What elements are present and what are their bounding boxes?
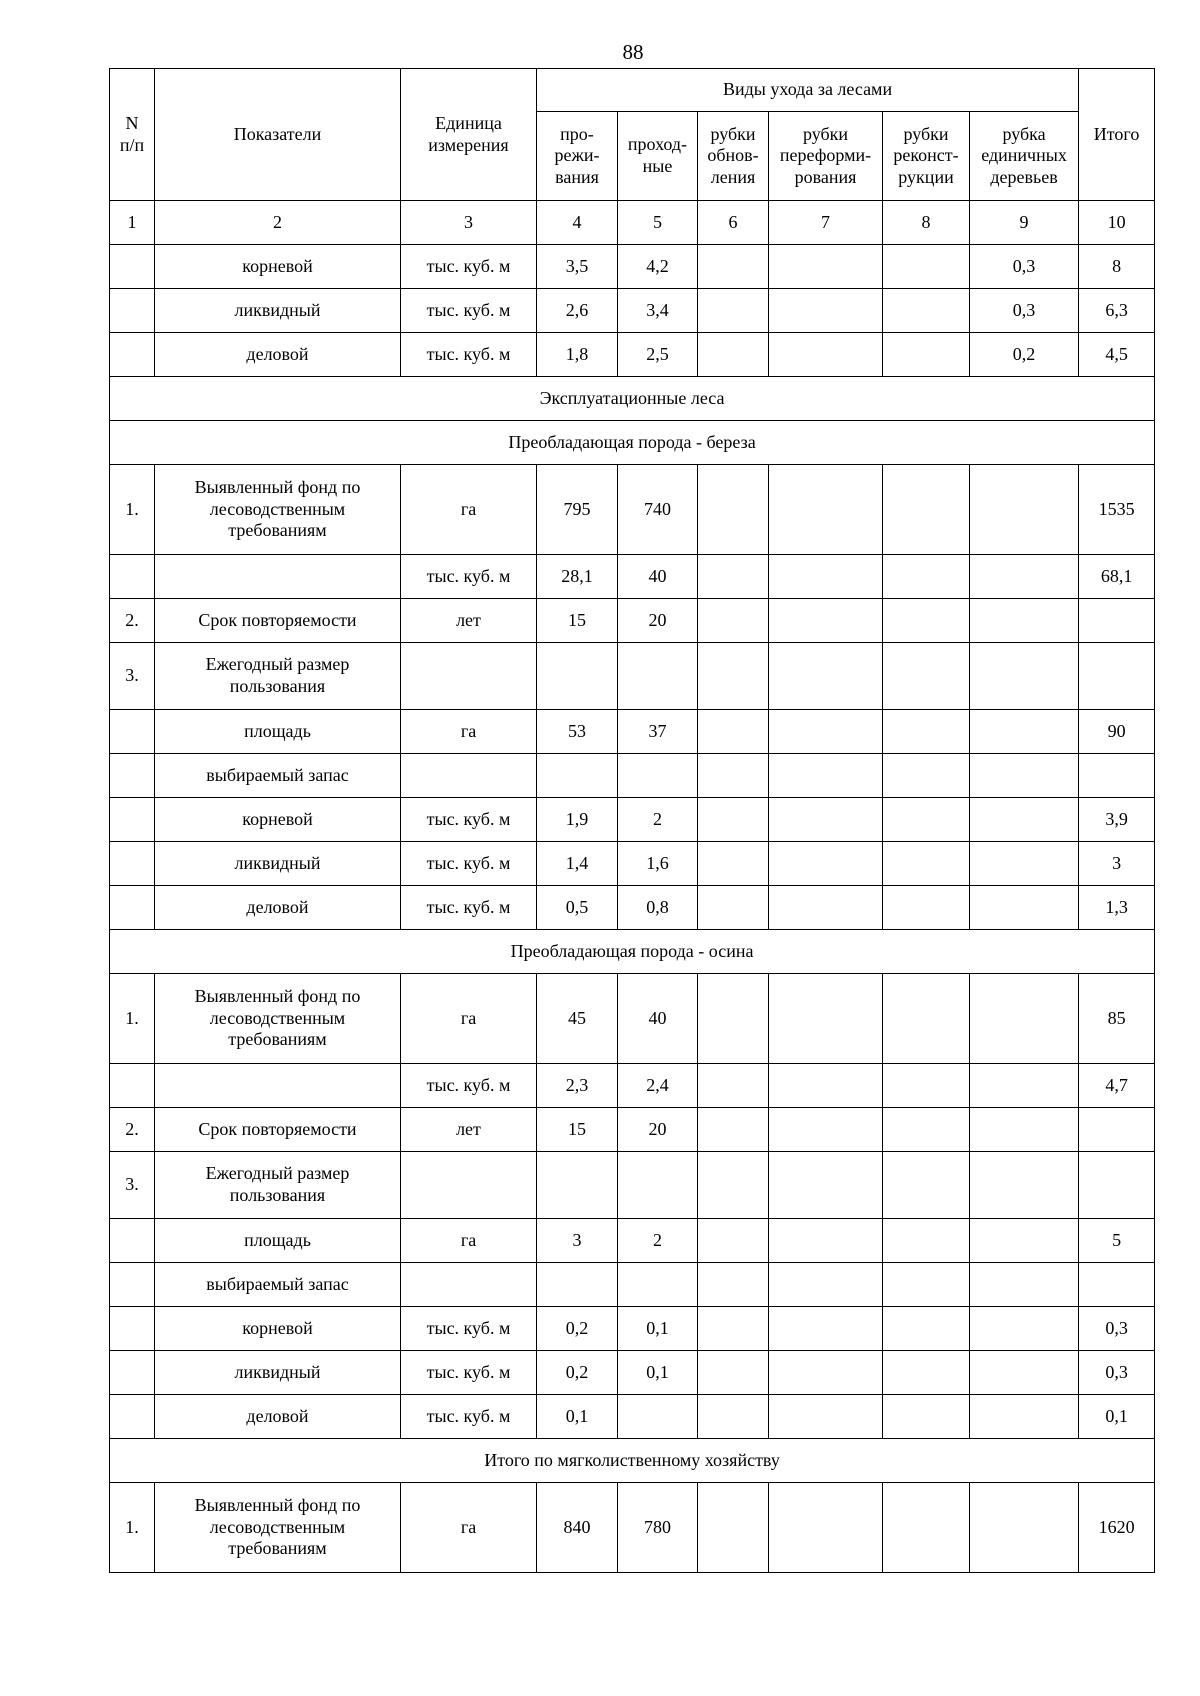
value-cell: [769, 886, 883, 930]
total-cell: [1079, 1152, 1155, 1219]
row-number: 1.: [110, 1483, 155, 1573]
value-cell: [698, 599, 769, 643]
unit-cell: тыс. куб. м: [401, 333, 537, 377]
value-cell: [883, 886, 970, 930]
value-cell: 2,6: [537, 289, 618, 333]
row-number: 3.: [110, 643, 155, 710]
value-cell: 2,5: [618, 333, 698, 377]
header-type-passing: проход- ные: [618, 112, 698, 201]
header-type-renewal: рубки обнов- ления: [698, 112, 769, 201]
value-cell: 37: [618, 710, 698, 754]
value-cell: [769, 599, 883, 643]
row-number: [110, 754, 155, 798]
value-cell: [698, 754, 769, 798]
indicator-name: деловой: [155, 1395, 401, 1439]
value-cell: [769, 974, 883, 1064]
value-cell: [769, 1395, 883, 1439]
table-row: [110, 974, 1155, 1064]
unit-cell: тыс. куб. м: [401, 1307, 537, 1351]
section-title: Итого по мягколиственному хозяйству: [110, 1439, 1155, 1483]
value-cell: [883, 1219, 970, 1263]
section-row: [110, 1439, 1155, 1483]
value-cell: [698, 643, 769, 710]
value-cell: [883, 974, 970, 1064]
header-type-thinning: про- режи- вания: [537, 112, 618, 201]
header-total: Итого: [1079, 69, 1155, 201]
column-number: 7: [769, 201, 883, 245]
value-cell: 3,4: [618, 289, 698, 333]
indicator-name: выбираемый запас: [155, 1263, 401, 1307]
value-cell: [883, 1307, 970, 1351]
value-cell: 0,2: [970, 333, 1079, 377]
value-cell: [769, 333, 883, 377]
total-cell: [1079, 1108, 1155, 1152]
header-type-reformation: рубки переформи- рования: [769, 112, 883, 201]
forest-care-table: [109, 68, 1155, 1573]
indicator-name: Выявленный фонд по лесоводственным требованиям: [155, 465, 401, 555]
value-cell: [883, 754, 970, 798]
unit-cell: тыс. куб. м: [401, 886, 537, 930]
total-cell: 1620: [1079, 1483, 1155, 1573]
value-cell: [970, 643, 1079, 710]
indicator-name: ликвидный: [155, 1351, 401, 1395]
unit-cell: га: [401, 465, 537, 555]
value-cell: [698, 1351, 769, 1395]
indicator-name: ликвидный: [155, 289, 401, 333]
row-number: 2.: [110, 599, 155, 643]
table-row: [110, 1219, 1155, 1263]
header-row-1: [110, 69, 1155, 112]
value-cell: [883, 1064, 970, 1108]
value-cell: 2: [618, 1219, 698, 1263]
table-row: [110, 1483, 1155, 1573]
value-cell: [618, 1395, 698, 1439]
value-cell: 780: [618, 1483, 698, 1573]
value-cell: [537, 1152, 618, 1219]
total-cell: 5: [1079, 1219, 1155, 1263]
value-cell: [970, 1263, 1079, 1307]
value-cell: [883, 1152, 970, 1219]
section-row: [110, 377, 1155, 421]
value-cell: [970, 1307, 1079, 1351]
value-cell: 3,5: [537, 245, 618, 289]
header-care-types: Виды ухода за лесами: [537, 69, 1079, 112]
header-unit: Единица измерения: [401, 69, 537, 201]
value-cell: [698, 289, 769, 333]
indicator-name: выбираемый запас: [155, 754, 401, 798]
value-cell: [970, 1152, 1079, 1219]
total-cell: 90: [1079, 710, 1155, 754]
value-cell: 40: [618, 974, 698, 1064]
column-number: 10: [1079, 201, 1155, 245]
unit-cell: [401, 643, 537, 710]
value-cell: [970, 754, 1079, 798]
total-cell: 6,3: [1079, 289, 1155, 333]
total-cell: [1079, 599, 1155, 643]
total-cell: [1079, 1263, 1155, 1307]
row-number: 2.: [110, 1108, 155, 1152]
row-number: [110, 1219, 155, 1263]
row-number: 3.: [110, 1152, 155, 1219]
value-cell: [883, 1351, 970, 1395]
unit-cell: тыс. куб. м: [401, 289, 537, 333]
section-title: Эксплуатационные леса: [110, 377, 1155, 421]
value-cell: [769, 1263, 883, 1307]
column-number: 3: [401, 201, 537, 245]
value-cell: 20: [618, 1108, 698, 1152]
value-cell: 2,3: [537, 1064, 618, 1108]
total-cell: 3: [1079, 842, 1155, 886]
unit-cell: тыс. куб. м: [401, 555, 537, 599]
value-cell: 1,9: [537, 798, 618, 842]
indicator-name: Срок повторяемости: [155, 599, 401, 643]
column-number: 4: [537, 201, 618, 245]
total-cell: 0,3: [1079, 1351, 1155, 1395]
value-cell: 0,5: [537, 886, 618, 930]
value-cell: 0,2: [537, 1307, 618, 1351]
table-row: [110, 599, 1155, 643]
value-cell: [883, 1395, 970, 1439]
total-cell: 3,9: [1079, 798, 1155, 842]
value-cell: 40: [618, 555, 698, 599]
value-cell: [698, 1108, 769, 1152]
column-number: 6: [698, 201, 769, 245]
value-cell: [970, 1064, 1079, 1108]
value-cell: [769, 1219, 883, 1263]
indicator-name: Ежегодный размер пользования: [155, 643, 401, 710]
indicator-name: Срок повторяемости: [155, 1108, 401, 1152]
unit-cell: га: [401, 1219, 537, 1263]
total-cell: 4,5: [1079, 333, 1155, 377]
value-cell: [769, 1483, 883, 1573]
value-cell: [618, 643, 698, 710]
unit-cell: тыс. куб. м: [401, 842, 537, 886]
value-cell: [769, 465, 883, 555]
value-cell: [883, 710, 970, 754]
value-cell: [883, 465, 970, 555]
indicator-name: корневой: [155, 245, 401, 289]
value-cell: [537, 643, 618, 710]
section-row: [110, 421, 1155, 465]
row-number: [110, 555, 155, 599]
value-cell: 0,3: [970, 289, 1079, 333]
value-cell: 840: [537, 1483, 618, 1573]
column-number: 2: [155, 201, 401, 245]
value-cell: [883, 555, 970, 599]
value-cell: [883, 798, 970, 842]
value-cell: 15: [537, 1108, 618, 1152]
value-cell: [883, 333, 970, 377]
column-number: 1: [110, 201, 155, 245]
unit-cell: лет: [401, 599, 537, 643]
value-cell: [698, 465, 769, 555]
value-cell: [883, 599, 970, 643]
table-row: [110, 1263, 1155, 1307]
value-cell: 740: [618, 465, 698, 555]
value-cell: [970, 1219, 1079, 1263]
value-cell: 0,1: [618, 1351, 698, 1395]
value-cell: [698, 798, 769, 842]
value-cell: 2: [618, 798, 698, 842]
indicator-name: [155, 555, 401, 599]
total-cell: [1079, 643, 1155, 710]
row-number: [110, 289, 155, 333]
total-cell: 68,1: [1079, 555, 1155, 599]
value-cell: [970, 465, 1079, 555]
value-cell: [698, 1064, 769, 1108]
row-number: [110, 886, 155, 930]
section-title: Преобладающая порода - береза: [110, 421, 1155, 465]
table-row: [110, 333, 1155, 377]
value-cell: [698, 886, 769, 930]
table-row: [110, 465, 1155, 555]
value-cell: 4,2: [618, 245, 698, 289]
value-cell: [698, 974, 769, 1064]
value-cell: [769, 754, 883, 798]
value-cell: 3: [537, 1219, 618, 1263]
row-number: [110, 1395, 155, 1439]
unit-cell: га: [401, 1483, 537, 1573]
table-row: [110, 555, 1155, 599]
total-cell: 0,3: [1079, 1307, 1155, 1351]
value-cell: 795: [537, 465, 618, 555]
page-number: 88: [622, 40, 644, 64]
value-cell: [769, 1064, 883, 1108]
value-cell: [883, 1108, 970, 1152]
table-row: [110, 754, 1155, 798]
value-cell: 28,1: [537, 555, 618, 599]
unit-cell: [401, 1263, 537, 1307]
value-cell: [970, 1108, 1079, 1152]
value-cell: [698, 555, 769, 599]
value-cell: [769, 798, 883, 842]
value-cell: [698, 1483, 769, 1573]
unit-cell: тыс. куб. м: [401, 1351, 537, 1395]
value-cell: [970, 1483, 1079, 1573]
value-cell: [970, 710, 1079, 754]
unit-cell: лет: [401, 1108, 537, 1152]
value-cell: [769, 1152, 883, 1219]
value-cell: [618, 1263, 698, 1307]
table-row: [110, 643, 1155, 710]
row-number: [110, 1064, 155, 1108]
value-cell: [769, 1307, 883, 1351]
column-number: 5: [618, 201, 698, 245]
row-number: [110, 842, 155, 886]
unit-cell: га: [401, 974, 537, 1064]
value-cell: [883, 289, 970, 333]
row-number: [110, 333, 155, 377]
unit-cell: тыс. куб. м: [401, 1395, 537, 1439]
value-cell: 15: [537, 599, 618, 643]
row-number: [110, 798, 155, 842]
total-cell: 1,3: [1079, 886, 1155, 930]
indicator-name: [155, 1064, 401, 1108]
value-cell: [769, 1351, 883, 1395]
value-cell: [883, 643, 970, 710]
value-cell: [769, 245, 883, 289]
row-number: [110, 245, 155, 289]
indicator-name: Ежегодный размер пользования: [155, 1152, 401, 1219]
column-number: 8: [883, 201, 970, 245]
table-row: [110, 1064, 1155, 1108]
value-cell: [698, 1395, 769, 1439]
value-cell: [769, 643, 883, 710]
table-row: [110, 798, 1155, 842]
value-cell: [769, 555, 883, 599]
indicator-name: деловой: [155, 886, 401, 930]
value-cell: 0,8: [618, 886, 698, 930]
table-row: [110, 289, 1155, 333]
value-cell: 0,1: [537, 1395, 618, 1439]
value-cell: [698, 245, 769, 289]
value-cell: 1,6: [618, 842, 698, 886]
total-cell: [1079, 754, 1155, 798]
row-number: [110, 1351, 155, 1395]
value-cell: [970, 1395, 1079, 1439]
value-cell: [698, 1219, 769, 1263]
value-cell: [970, 842, 1079, 886]
header-type-reconstruction: рубки реконст- рукции: [883, 112, 970, 201]
value-cell: 0,2: [537, 1351, 618, 1395]
value-cell: [537, 754, 618, 798]
value-cell: 0,3: [970, 245, 1079, 289]
value-cell: [698, 710, 769, 754]
header-num: N п/п: [110, 69, 155, 201]
value-cell: [698, 1152, 769, 1219]
total-cell: 8: [1079, 245, 1155, 289]
header-indicators: Показатели: [155, 69, 401, 201]
value-cell: [698, 333, 769, 377]
indicator-name: Выявленный фонд по лесоводственным требованиям: [155, 1483, 401, 1573]
row-number: [110, 1307, 155, 1351]
value-cell: [698, 1263, 769, 1307]
value-cell: [769, 1108, 883, 1152]
section-title: Преобладающая порода - осина: [110, 930, 1155, 974]
table-row: [110, 1351, 1155, 1395]
value-cell: [883, 1483, 970, 1573]
column-number: 9: [970, 201, 1079, 245]
total-cell: 0,1: [1079, 1395, 1155, 1439]
value-cell: 53: [537, 710, 618, 754]
value-cell: [698, 842, 769, 886]
table-row: [110, 710, 1155, 754]
table-row: [110, 245, 1155, 289]
table-row: [110, 1307, 1155, 1351]
value-cell: [769, 842, 883, 886]
total-cell: 1535: [1079, 465, 1155, 555]
value-cell: 1,4: [537, 842, 618, 886]
row-number: [110, 710, 155, 754]
row-number: 1.: [110, 465, 155, 555]
table-row: [110, 1395, 1155, 1439]
table-row: [110, 842, 1155, 886]
table-row: [110, 886, 1155, 930]
value-cell: [618, 754, 698, 798]
total-cell: 4,7: [1079, 1064, 1155, 1108]
value-cell: [970, 1351, 1079, 1395]
value-cell: [883, 842, 970, 886]
value-cell: [618, 1152, 698, 1219]
indicator-name: площадь: [155, 1219, 401, 1263]
unit-cell: [401, 754, 537, 798]
unit-cell: [401, 1152, 537, 1219]
value-cell: 20: [618, 599, 698, 643]
value-cell: [970, 555, 1079, 599]
table-row: [110, 1108, 1155, 1152]
value-cell: 1,8: [537, 333, 618, 377]
value-cell: [970, 798, 1079, 842]
value-cell: [769, 710, 883, 754]
unit-cell: тыс. куб. м: [401, 245, 537, 289]
value-cell: 45: [537, 974, 618, 1064]
value-cell: 2,4: [618, 1064, 698, 1108]
unit-cell: тыс. куб. м: [401, 1064, 537, 1108]
column-numbers-row: [110, 201, 1155, 245]
value-cell: [970, 599, 1079, 643]
value-cell: [769, 289, 883, 333]
unit-cell: га: [401, 710, 537, 754]
unit-cell: тыс. куб. м: [401, 798, 537, 842]
indicator-name: корневой: [155, 798, 401, 842]
indicator-name: Выявленный фонд по лесоводственным требованиям: [155, 974, 401, 1064]
indicator-name: деловой: [155, 333, 401, 377]
indicator-name: ликвидный: [155, 842, 401, 886]
value-cell: 0,1: [618, 1307, 698, 1351]
indicator-name: площадь: [155, 710, 401, 754]
row-number: [110, 1263, 155, 1307]
row-number: 1.: [110, 974, 155, 1064]
value-cell: [970, 886, 1079, 930]
table-row: [110, 1152, 1155, 1219]
value-cell: [883, 245, 970, 289]
total-cell: 85: [1079, 974, 1155, 1064]
value-cell: [970, 974, 1079, 1064]
value-cell: [883, 1263, 970, 1307]
value-cell: [537, 1263, 618, 1307]
value-cell: [698, 1307, 769, 1351]
header-type-single-trees: рубка единичных деревьев: [970, 112, 1079, 201]
section-row: [110, 930, 1155, 974]
indicator-name: корневой: [155, 1307, 401, 1351]
